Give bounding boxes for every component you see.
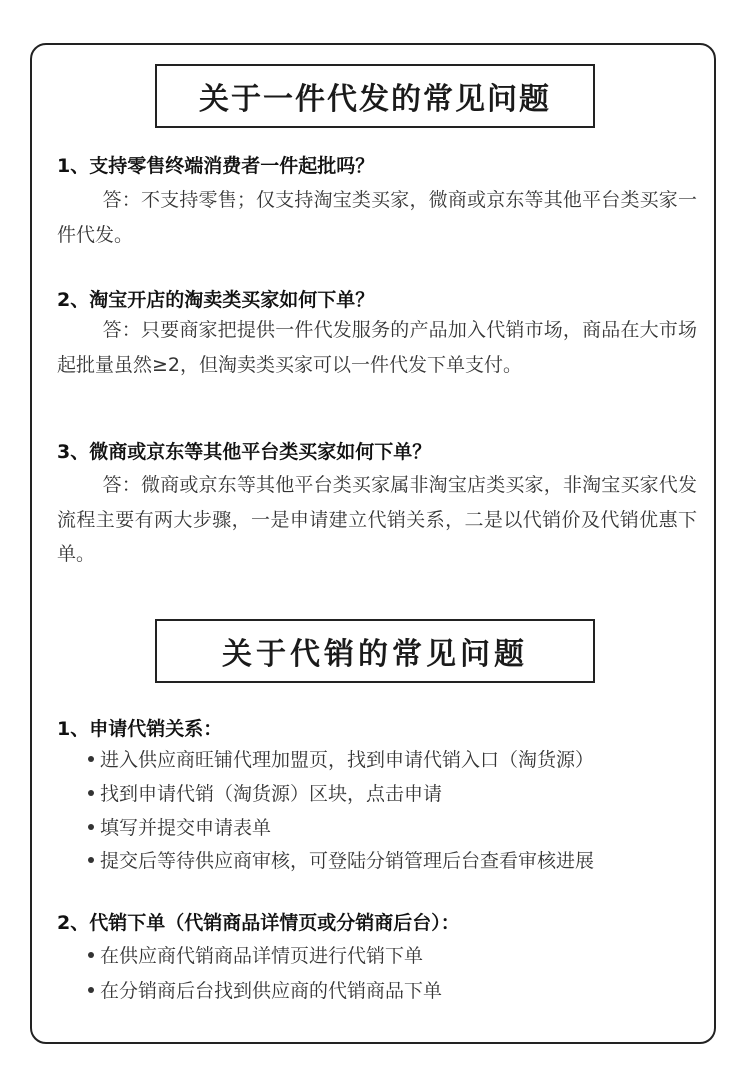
list-item: 找到申请代销（淘货源）区块，点击申请 [88,782,442,806]
bullet-dot-icon [88,790,94,796]
bullet-dot-icon [88,824,94,830]
section-title-consignment: 关于代销的常见问题 [155,619,595,683]
bullet-dot-icon [88,952,94,958]
question-1: 1、支持零售终端消费者一件起批吗？ [57,155,375,177]
group-heading-order: 2、代销下单（代销商品详情页或分销商后台）： [57,912,460,934]
bullet-dot-icon [88,857,94,863]
question-2: 2、淘宝开店的淘卖类买家如何下单？ [57,289,375,311]
question-3: 3、微商或京东等其他平台类买家如何下单？ [57,441,432,463]
list-item: 提交后等待供应商审核，可登陆分销管理后台查看审核进展 [88,849,594,873]
list-item: 在分销商后台找到供应商的代销商品下单 [88,979,442,1003]
list-item: 填写并提交申请表单 [88,816,271,840]
list-item: 进入供应商旺铺代理加盟页，找到申请代销入口（淘货源） [88,748,594,772]
bullet-dot-icon [88,987,94,993]
bullet-dot-icon [88,756,94,762]
group-heading-apply: 1、申请代销关系： [57,718,223,740]
answer-1: 答：不支持零售；仅支持淘宝类买家，微商或京东等其他平台类买家一件代发。 [57,189,697,246]
answer-3: 答：微商或京东等其他平台类买家属非淘宝店类买家，非淘宝买家代发流程主要有两大步骤，一是申请建立代销关系，二是以代销价及代销优惠下单。 [57,474,697,565]
section-title-dropship: 关于一件代发的常见问题 [155,64,595,128]
answer-2: 答：只要商家把提供一件代发服务的产品加入代销市场，商品在大市场起批量虽然≥2，但淘卖类买家可以一件代发下单支付。 [57,319,697,376]
list-item: 在供应商代销商品详情页进行代销下单 [88,944,423,968]
